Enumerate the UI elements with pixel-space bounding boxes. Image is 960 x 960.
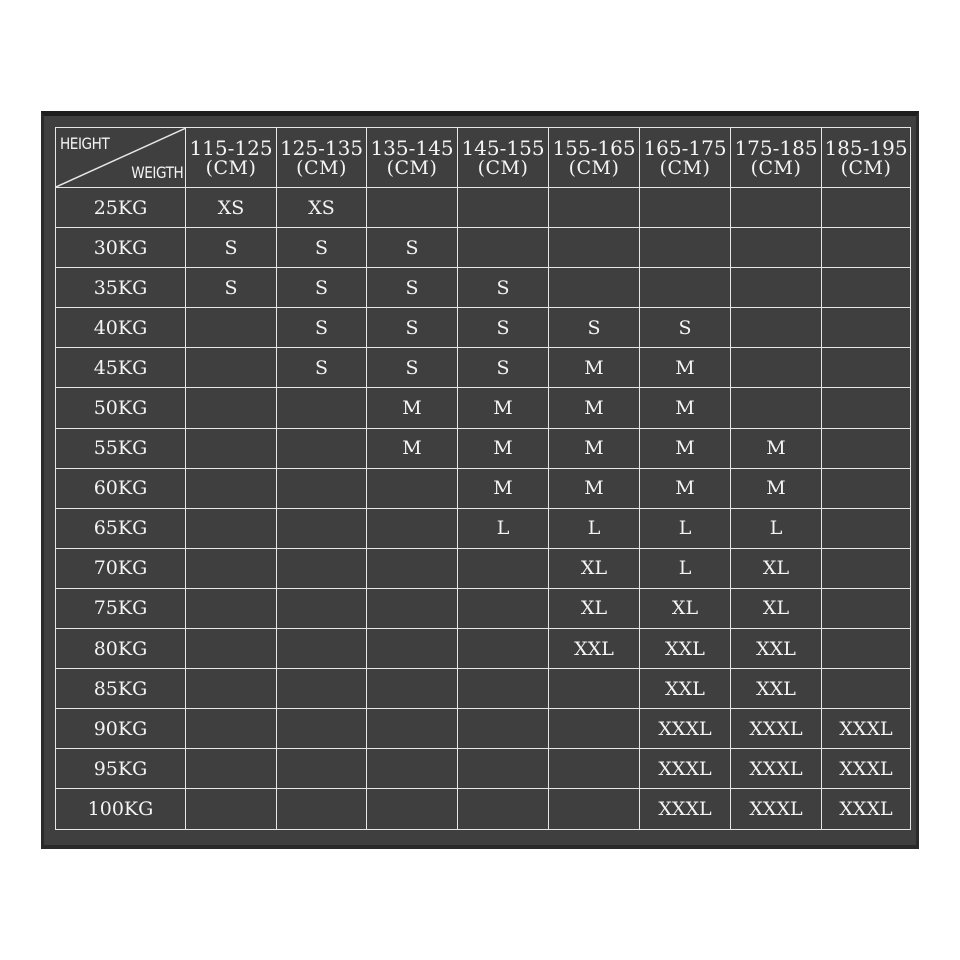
size-cell: L bbox=[549, 508, 640, 548]
size-cell bbox=[549, 188, 640, 228]
size-cell bbox=[549, 268, 640, 308]
height-unit: (CM) bbox=[568, 156, 620, 179]
size-cell bbox=[277, 428, 367, 468]
height-column-header bbox=[367, 128, 458, 188]
size-cell bbox=[367, 188, 458, 228]
table-row bbox=[56, 228, 911, 268]
table-row bbox=[56, 508, 911, 548]
size-cell: XS bbox=[186, 188, 277, 228]
size-cell: S bbox=[367, 348, 458, 388]
size-cell: M bbox=[549, 468, 640, 508]
table-row bbox=[56, 388, 911, 428]
size-cell: S bbox=[367, 308, 458, 348]
weight-cell: 80KG bbox=[56, 629, 186, 669]
size-cell: S bbox=[640, 308, 731, 348]
size-cell bbox=[367, 789, 458, 829]
weight-cell: 25KG bbox=[56, 188, 186, 228]
size-cell: S bbox=[277, 348, 367, 388]
size-cell bbox=[822, 468, 911, 508]
size-cell: XXL bbox=[640, 669, 731, 709]
size-cell bbox=[822, 228, 911, 268]
size-cell: S bbox=[458, 348, 549, 388]
size-cell bbox=[367, 749, 458, 789]
size-cell bbox=[458, 228, 549, 268]
weight-cell: 40KG bbox=[56, 308, 186, 348]
size-cell: M bbox=[640, 468, 731, 508]
size-cell bbox=[277, 508, 367, 548]
size-cell: XXXL bbox=[640, 789, 731, 829]
size-cell: M bbox=[640, 348, 731, 388]
size-cell bbox=[367, 629, 458, 669]
table-row bbox=[56, 789, 911, 829]
size-cell bbox=[186, 629, 277, 669]
weight-axis-label: WEIGTH bbox=[130, 163, 183, 182]
size-cell bbox=[277, 789, 367, 829]
height-unit: (CM) bbox=[386, 156, 438, 179]
size-cell bbox=[186, 428, 277, 468]
size-cell bbox=[277, 709, 367, 749]
size-cell bbox=[458, 749, 549, 789]
size-cell bbox=[186, 348, 277, 388]
size-chart-table bbox=[55, 127, 911, 830]
size-cell bbox=[731, 188, 822, 228]
size-cell bbox=[186, 669, 277, 709]
height-column-header bbox=[549, 128, 640, 188]
height-column-header bbox=[277, 128, 367, 188]
size-cell: XXL bbox=[731, 629, 822, 669]
size-cell bbox=[458, 588, 549, 628]
size-cell: XS bbox=[277, 188, 367, 228]
size-cell: XXXL bbox=[731, 709, 822, 749]
size-cell: S bbox=[277, 228, 367, 268]
size-cell bbox=[277, 548, 367, 588]
height-range: 115-125 bbox=[189, 135, 273, 160]
weight-cell: 65KG bbox=[56, 508, 186, 548]
size-cell bbox=[549, 749, 640, 789]
size-cell bbox=[367, 588, 458, 628]
height-unit: (CM) bbox=[296, 156, 347, 179]
table-row bbox=[56, 669, 911, 709]
size-cell: S bbox=[186, 268, 277, 308]
table-row bbox=[56, 548, 911, 588]
size-cell bbox=[822, 588, 911, 628]
size-cell: XXXL bbox=[822, 709, 911, 749]
size-cell bbox=[277, 669, 367, 709]
weight-cell: 90KG bbox=[56, 709, 186, 749]
size-cell: M bbox=[367, 428, 458, 468]
size-cell bbox=[277, 588, 367, 628]
size-cell: XXL bbox=[731, 669, 822, 709]
weight-cell: 60KG bbox=[56, 468, 186, 508]
size-cell: L bbox=[640, 548, 731, 588]
table-row bbox=[56, 749, 911, 789]
size-cell bbox=[640, 268, 731, 308]
height-column-header bbox=[731, 128, 822, 188]
size-cell: S bbox=[186, 228, 277, 268]
height-column-header bbox=[186, 128, 277, 188]
weight-cell: 75KG bbox=[56, 588, 186, 628]
size-cell: XXXL bbox=[640, 749, 731, 789]
size-cell bbox=[822, 308, 911, 348]
size-cell: M bbox=[367, 388, 458, 428]
size-cell bbox=[458, 669, 549, 709]
size-cell: L bbox=[731, 508, 822, 548]
size-cell bbox=[549, 228, 640, 268]
weight-cell: 70KG bbox=[56, 548, 186, 588]
size-cell: XL bbox=[640, 588, 731, 628]
size-cell bbox=[186, 508, 277, 548]
height-range: 185-195 bbox=[824, 135, 908, 160]
size-cell bbox=[731, 388, 822, 428]
size-cell bbox=[186, 789, 277, 829]
size-cell: L bbox=[458, 508, 549, 548]
size-cell: M bbox=[458, 468, 549, 508]
weight-cell: 100KG bbox=[56, 789, 186, 829]
size-cell bbox=[367, 548, 458, 588]
size-cell bbox=[458, 188, 549, 228]
corner-header-cell bbox=[56, 128, 186, 188]
size-cell: S bbox=[458, 268, 549, 308]
size-cell: M bbox=[731, 428, 822, 468]
size-chart-frame bbox=[41, 111, 919, 849]
table-row bbox=[56, 468, 911, 508]
size-cell: M bbox=[458, 428, 549, 468]
table-row bbox=[56, 348, 911, 388]
size-cell: S bbox=[458, 308, 549, 348]
size-cell: S bbox=[277, 308, 367, 348]
height-unit: (CM) bbox=[205, 156, 257, 179]
size-cell bbox=[458, 548, 549, 588]
size-cell: XXL bbox=[549, 629, 640, 669]
size-cell bbox=[186, 388, 277, 428]
size-cell bbox=[822, 188, 911, 228]
size-cell bbox=[186, 548, 277, 588]
size-cell bbox=[277, 749, 367, 789]
size-cell: XL bbox=[731, 588, 822, 628]
size-cell bbox=[640, 228, 731, 268]
size-cell bbox=[458, 629, 549, 669]
weight-cell: 85KG bbox=[56, 669, 186, 709]
table-row bbox=[56, 629, 911, 669]
height-range: 125-135 bbox=[279, 135, 364, 160]
size-cell bbox=[822, 629, 911, 669]
size-cell bbox=[822, 388, 911, 428]
weight-cell: 55KG bbox=[56, 428, 186, 468]
size-cell: XXXL bbox=[731, 789, 822, 829]
table-row bbox=[56, 709, 911, 749]
header-row bbox=[56, 128, 911, 188]
size-cell: XL bbox=[549, 588, 640, 628]
weight-cell: 35KG bbox=[56, 268, 186, 308]
size-cell: XXXL bbox=[731, 749, 822, 789]
size-table-body bbox=[56, 188, 911, 830]
size-cell: XXXL bbox=[822, 749, 911, 789]
table-row bbox=[56, 268, 911, 308]
size-cell bbox=[822, 268, 911, 308]
size-cell bbox=[549, 669, 640, 709]
size-cell: M bbox=[458, 388, 549, 428]
size-cell: XXXL bbox=[640, 709, 731, 749]
size-cell bbox=[549, 709, 640, 749]
size-cell bbox=[277, 629, 367, 669]
size-cell: XXXL bbox=[822, 789, 911, 829]
size-cell: L bbox=[640, 508, 731, 548]
size-cell bbox=[186, 749, 277, 789]
height-axis-label: HEIGHT bbox=[60, 134, 110, 153]
weight-cell: 45KG bbox=[56, 348, 186, 388]
height-unit: (CM) bbox=[840, 156, 892, 179]
size-cell bbox=[822, 548, 911, 588]
size-cell: S bbox=[277, 268, 367, 308]
size-cell: XL bbox=[731, 548, 822, 588]
size-cell bbox=[458, 709, 549, 749]
size-cell bbox=[731, 268, 822, 308]
size-cell bbox=[731, 348, 822, 388]
table-row bbox=[56, 308, 911, 348]
size-cell bbox=[822, 348, 911, 388]
table-row bbox=[56, 188, 911, 228]
height-unit: (CM) bbox=[750, 156, 802, 179]
size-cell: M bbox=[549, 348, 640, 388]
height-range: 155-165 bbox=[552, 135, 636, 160]
size-cell: M bbox=[640, 388, 731, 428]
size-cell: M bbox=[549, 388, 640, 428]
table-row bbox=[56, 428, 911, 468]
size-cell bbox=[822, 508, 911, 548]
weight-cell: 95KG bbox=[56, 749, 186, 789]
height-unit: (CM) bbox=[659, 156, 711, 179]
size-cell bbox=[367, 468, 458, 508]
size-cell bbox=[458, 789, 549, 829]
height-range: 175-185 bbox=[734, 135, 818, 160]
size-cell bbox=[277, 468, 367, 508]
size-cell: M bbox=[549, 428, 640, 468]
weight-cell: 30KG bbox=[56, 228, 186, 268]
size-cell bbox=[822, 669, 911, 709]
size-cell bbox=[186, 709, 277, 749]
size-cell bbox=[186, 468, 277, 508]
height-column-header bbox=[640, 128, 731, 188]
size-cell bbox=[367, 709, 458, 749]
size-cell bbox=[367, 508, 458, 548]
size-cell bbox=[822, 428, 911, 468]
size-cell: S bbox=[367, 268, 458, 308]
size-cell bbox=[367, 669, 458, 709]
size-cell: S bbox=[549, 308, 640, 348]
size-cell: M bbox=[731, 468, 822, 508]
size-cell bbox=[277, 388, 367, 428]
weight-cell: 50KG bbox=[56, 388, 186, 428]
height-range: 145-155 bbox=[461, 135, 545, 160]
size-cell bbox=[186, 308, 277, 348]
size-cell bbox=[640, 188, 731, 228]
size-cell bbox=[731, 308, 822, 348]
height-column-header bbox=[822, 128, 911, 188]
size-cell: XXL bbox=[640, 629, 731, 669]
height-column-header bbox=[458, 128, 549, 188]
height-range: 135-145 bbox=[370, 135, 454, 160]
height-unit: (CM) bbox=[477, 156, 529, 179]
height-range: 165-175 bbox=[643, 135, 727, 160]
size-cell: M bbox=[640, 428, 731, 468]
size-cell bbox=[549, 789, 640, 829]
size-cell bbox=[186, 588, 277, 628]
table-row bbox=[56, 588, 911, 628]
size-cell: XL bbox=[549, 548, 640, 588]
size-cell bbox=[731, 228, 822, 268]
size-cell: S bbox=[367, 228, 458, 268]
